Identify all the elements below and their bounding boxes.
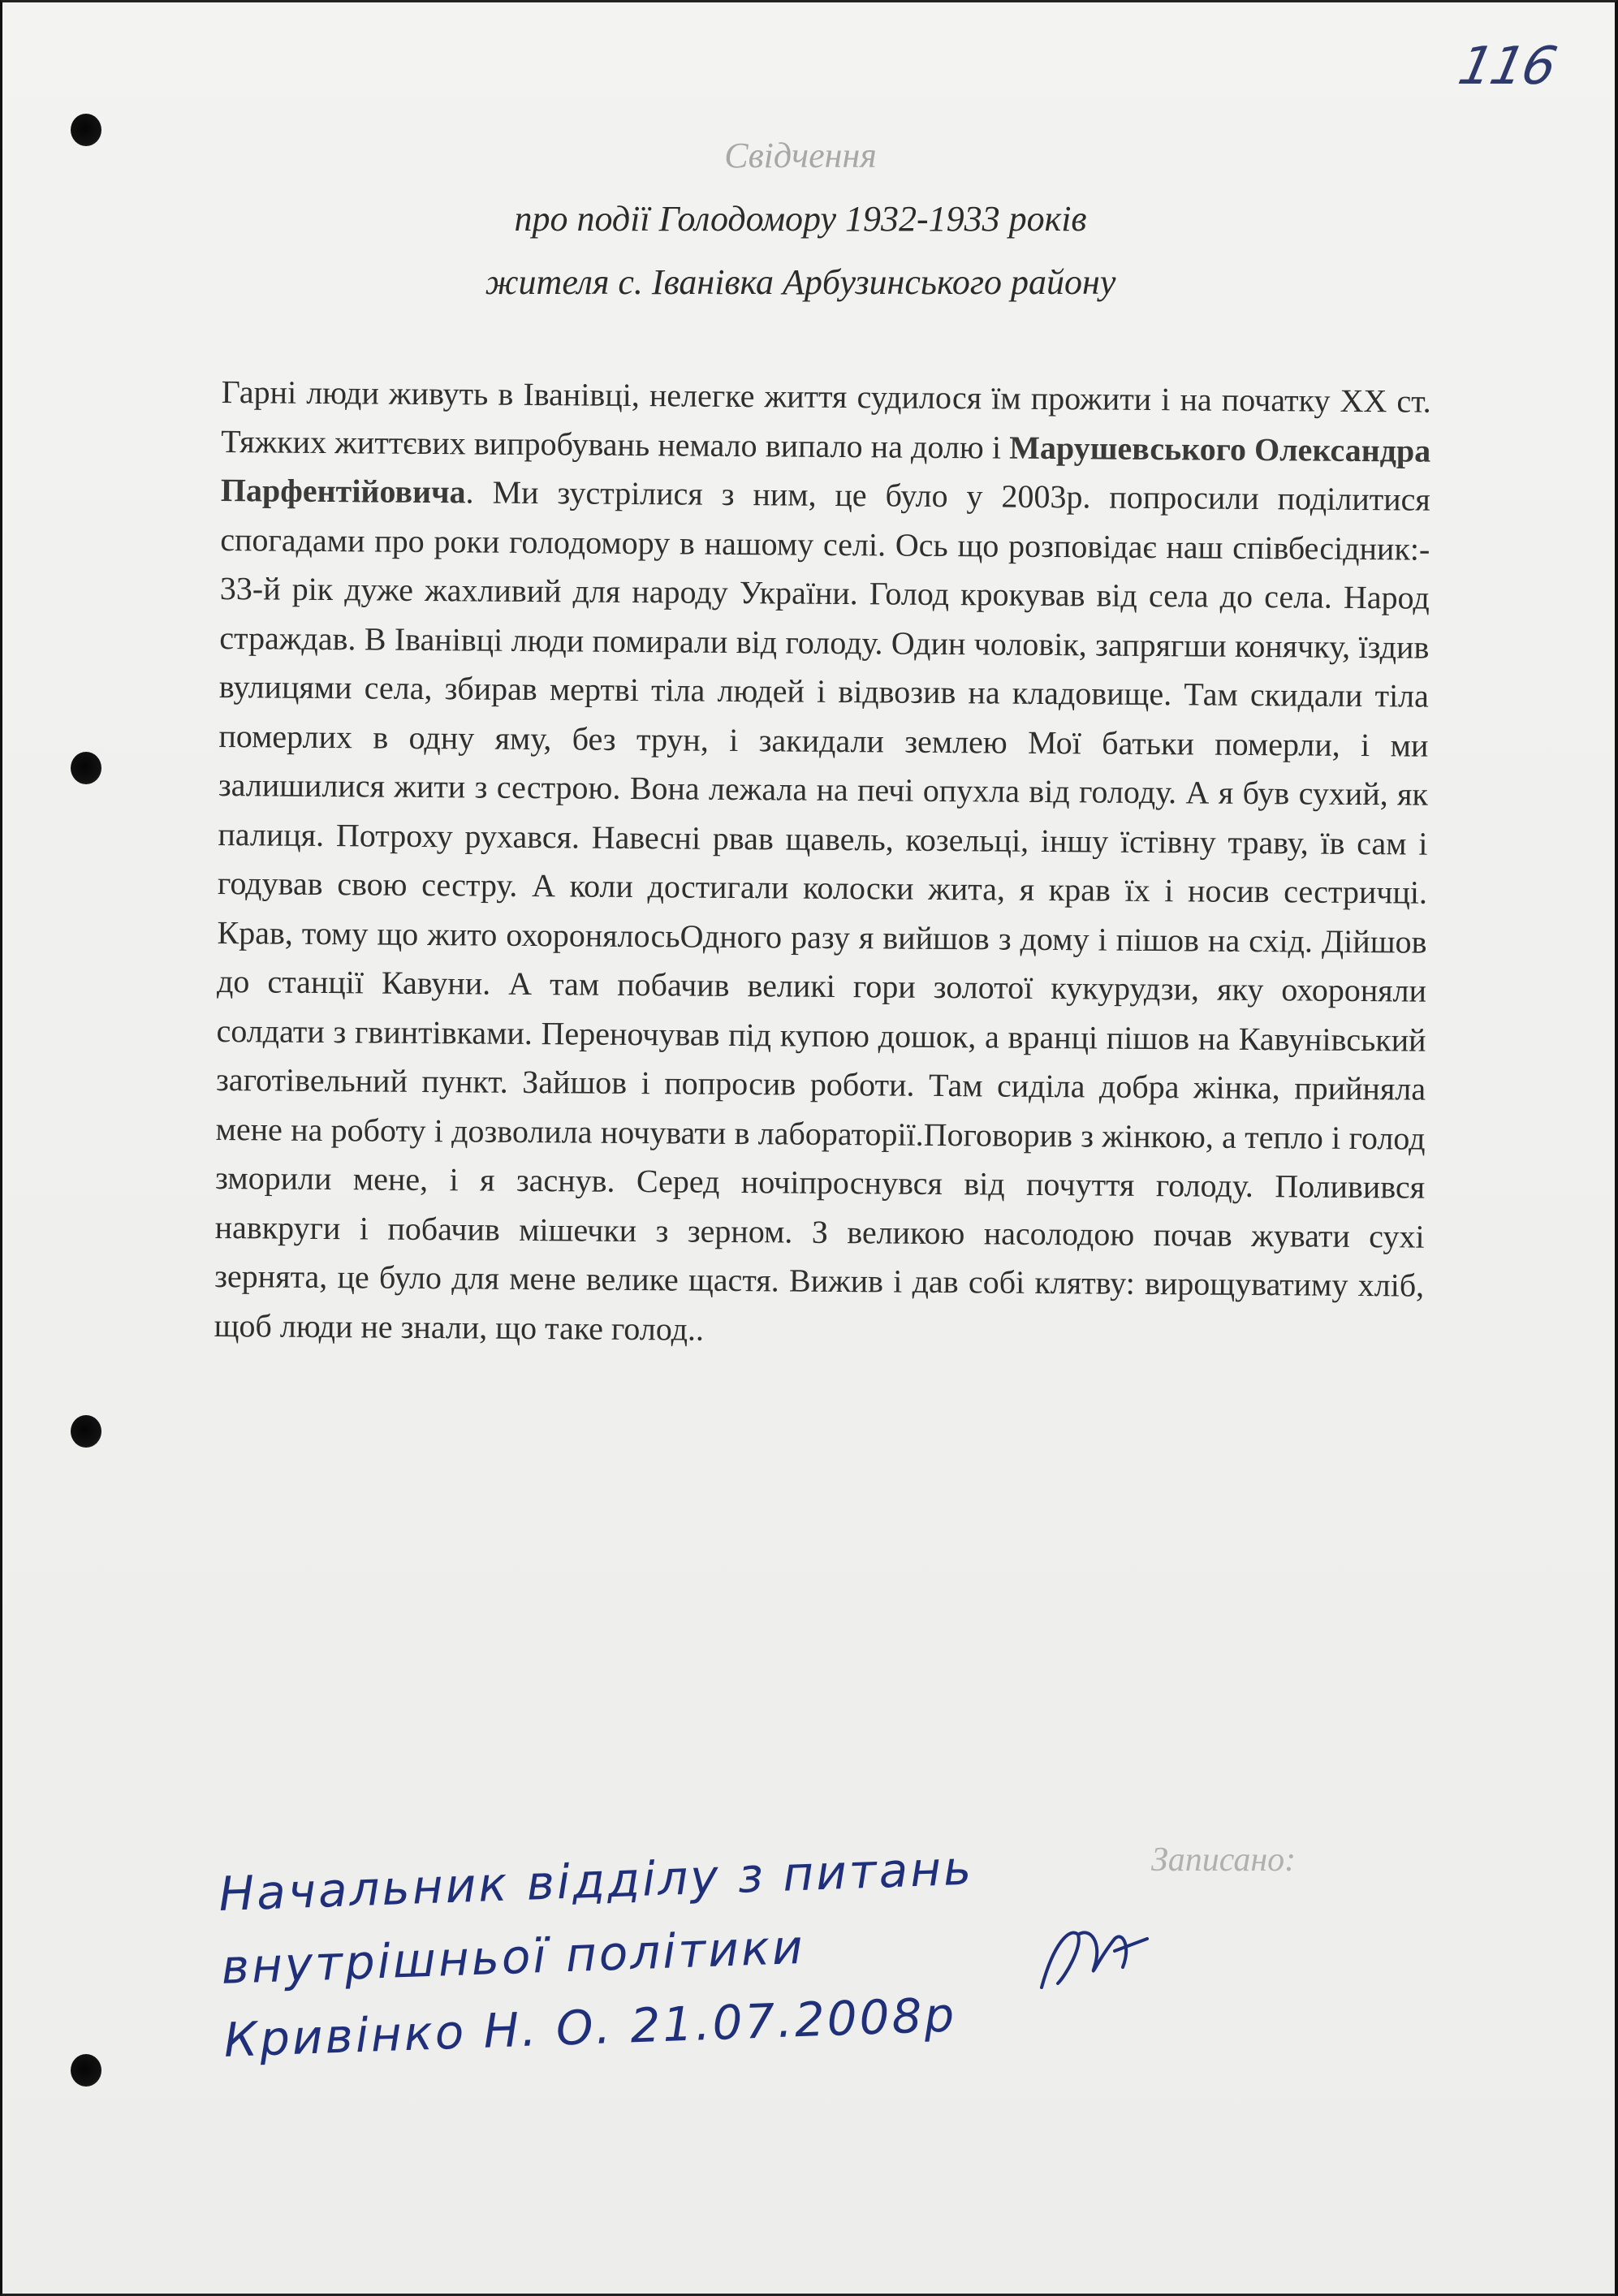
handwritten-name-date: Кривінко Н. О. 21.07.2008р bbox=[222, 1987, 958, 2068]
handwritten-position: Начальник відділу з питань bbox=[218, 1840, 975, 1922]
body-text-intro: Гарні люди живуть в Іванівці, нелегке життя судилося їм прожити і на початку XX ст. Тяжких життєвих випробувань немало випало на долю і bbox=[221, 373, 1431, 466]
header-subtitle-line: про події Голодомору 1932-1933 років bbox=[514, 199, 1087, 239]
recorded-by-label: Записано: bbox=[1151, 1841, 1297, 1879]
punch-hole bbox=[71, 2054, 101, 2087]
handwritten-signature-block bbox=[218, 1815, 1443, 2077]
testimony-body bbox=[214, 368, 1430, 1360]
handwritten-department: внутрішньої політики bbox=[220, 1918, 806, 1995]
document-title: Свідчення bbox=[724, 136, 877, 175]
header-subtitle-line: жителя с. Іванівка Арбузинського району bbox=[485, 262, 1116, 302]
punch-hole bbox=[71, 1415, 101, 1448]
signature-scribble bbox=[1033, 1910, 1155, 2000]
document-header bbox=[2, 124, 1615, 314]
punch-hole bbox=[71, 752, 101, 784]
body-text-main: . Ми зустрілися з ним, це було у 2003р. попросили поділитися спогадами про роки голодомору в нашому селі. Ось що розповідає наш співбесідник:- 33-й рік дуже жахливий для народу України. Голод крокував від села до села. Народ страждав. В Іванівці люди помирали від голоду. Один чоловік, запрягши конячку, їздив вулицями села, збирав мертві тіла людей і відвозив на кладовище. Там скидали тіла померлих в одну яму, без трун, і закидали землею Мої батьки померли, і ми залишилися жити з сестрою. Вона лежала на печі опухла від голоду. А я був сухий, як палиця. Потроху рухався. Навесні рвав щавель, козельці, іншу їстівну траву, їв сам і годував свою сестру. А коли достигали колоски жита, я крав їх і носив сестричці. Крав, тому що жито охоронялосьОдного разу я вийшов з дому і пішов на схід. Дійшов до станції Кавуни. А там побачив великі гори золотої кукурудзи, яку охороняли солдати з гвинтівками. Переночував під купою дошок, а вранці пішов на Кавунівський заготівельний пункт. Зайшов і попросив роботи. Там сиділа добра жінка, прийняла мене на роботу і дозволила ночувати в лабораторії.Поговорив з жінкою, а тепло і голод зморили мене, і я заснув. Серед ночіпроснувся від почуття голоду. Поливився навкруги і побачив мішечки з зерном. З великою насолодою почав жувати сухі зернята, це було для мене велике щастя. Вижив і дав собі клятву: вирощуватиму хліб, щоб люди не знали, що таке голод.. bbox=[214, 473, 1430, 1348]
page-number: 116 bbox=[1452, 37, 1560, 97]
witness-name: Марушевського Олександра Парфентійовича bbox=[220, 429, 1431, 511]
